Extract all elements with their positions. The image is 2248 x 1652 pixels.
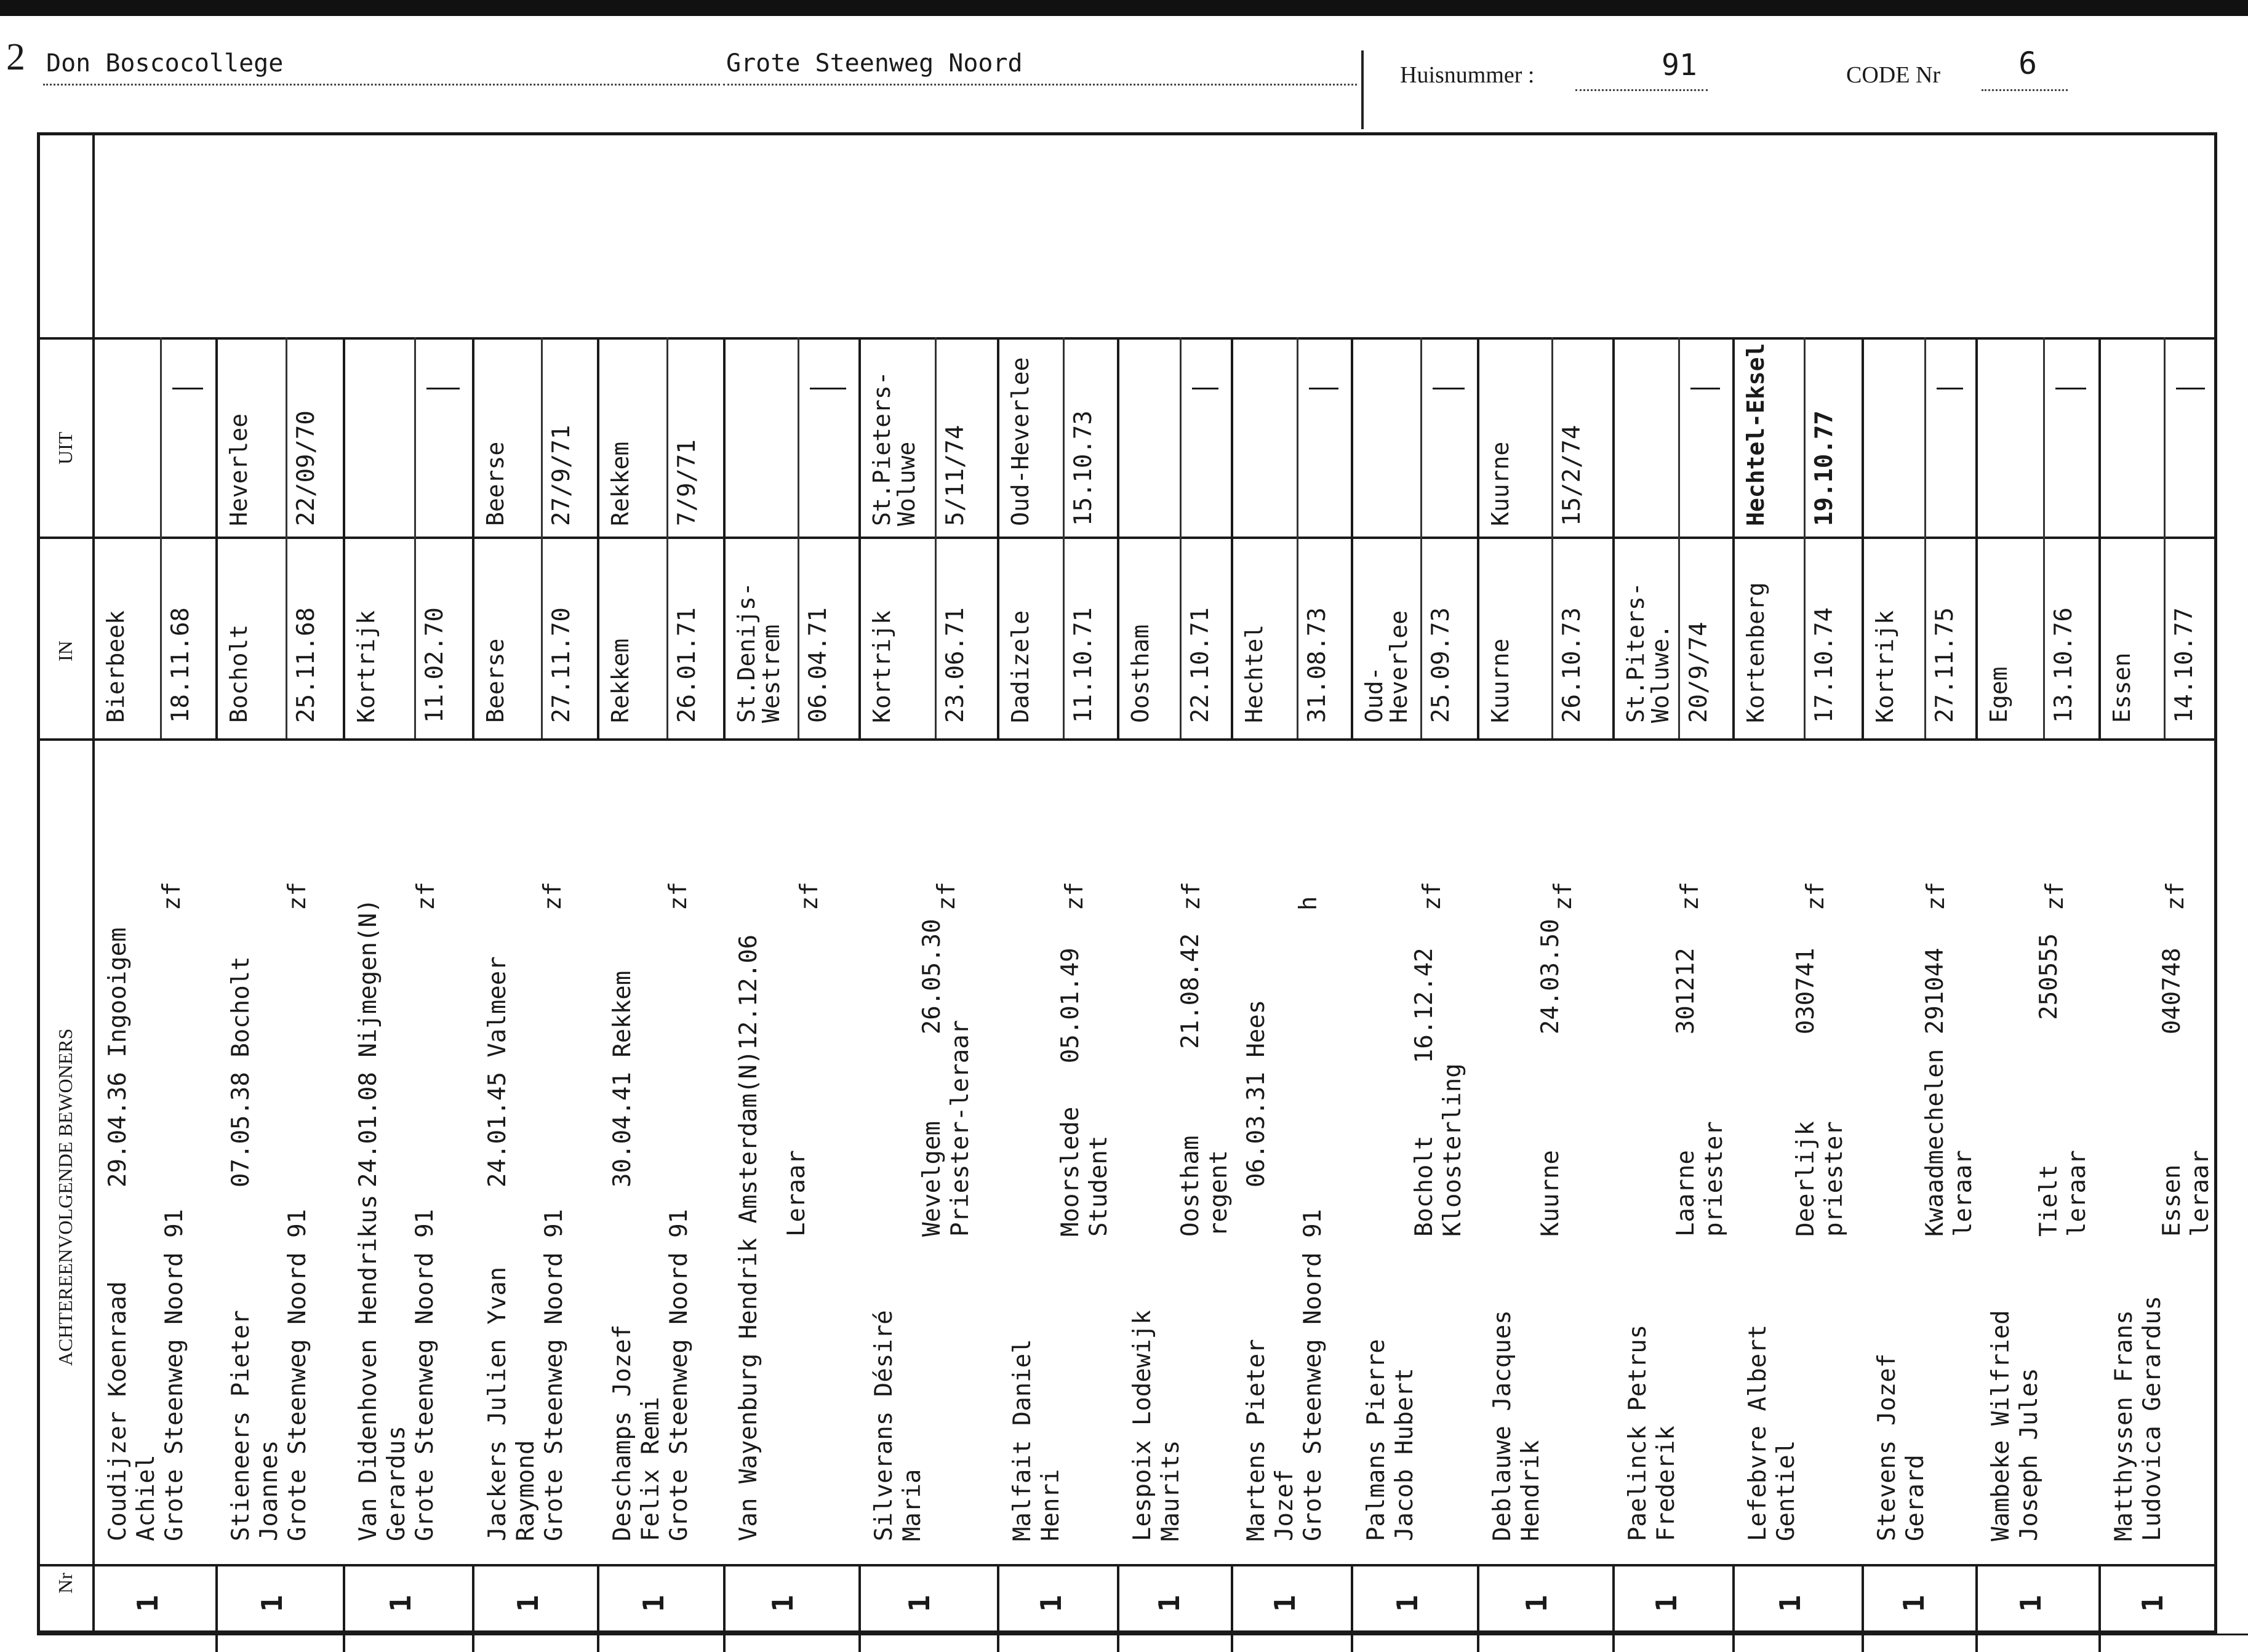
in-place: Egem (1985, 666, 2012, 723)
birth-info-line: 30.04.41 Rekkem (609, 970, 636, 1187)
in-place: Kortenberg (1742, 582, 1769, 723)
code-value: 6 (2018, 46, 2038, 81)
civil-status: h (1295, 896, 1322, 911)
birth-info-line: Essen 040748 (2158, 948, 2186, 1237)
row-number: 1 (131, 1595, 164, 1612)
in-place: Kortrijk (868, 610, 895, 723)
row-number: 1 (766, 1595, 799, 1612)
in-place: Bierbeek (102, 610, 129, 723)
street-underline (723, 84, 1357, 86)
row-separator-bottom-12 (1612, 1564, 1615, 1652)
resident-name-line: Wambeke Wilfried (1987, 1310, 2015, 1541)
huisnummer-underline (1575, 89, 1708, 91)
civil-status: zf (284, 882, 311, 911)
uit-column-label: UIT (54, 431, 76, 465)
row-separator-bottom-15 (1975, 1564, 1978, 1652)
huisnummer-value: 91 (1662, 48, 1697, 82)
civil-status: zf (1802, 882, 1830, 911)
row-separator-bottom-9 (1231, 1564, 1233, 1652)
row-separator-top-15 (1975, 337, 1978, 738)
bottom-rule (37, 1634, 2248, 1635)
row-number: 1 (637, 1595, 670, 1612)
birth-info-line: Bocholt 16.12.42 (1410, 948, 1438, 1237)
in-date: 22.10.71 (1186, 607, 1214, 723)
uit-date: 7/9/71 (673, 439, 701, 526)
uit-place: Heverlee (225, 413, 252, 526)
huisnummer-label: Huisnummer : (1400, 62, 1535, 88)
resident-name-line: Lespoix Lodewijk (1129, 1310, 1156, 1541)
row-number: 1 (2014, 1595, 2047, 1612)
civil-status: zf (1418, 882, 1446, 911)
in-place: Oostham (1127, 624, 1154, 723)
in-date: 18.11.68 (167, 607, 194, 723)
in-place: Bocholt (225, 624, 252, 723)
row-separator-bottom-1 (215, 1564, 218, 1652)
street-name: Grote Steenweg Noord (726, 49, 1023, 78)
birth-info-line: Wevelgem 26.05.30 (918, 919, 946, 1237)
page-number: 2 (6, 36, 25, 78)
row-separator-bottom-13 (1732, 1564, 1735, 1652)
row-separator-bottom-14 (1862, 1564, 1864, 1652)
in-place: Essen (2108, 652, 2135, 723)
row-number: 1 (1268, 1595, 1302, 1612)
date-subdivider-0 (160, 337, 162, 738)
resident-name-line: Stevens Jozef (1873, 1353, 1901, 1541)
in-place: Hechtel (1241, 624, 1268, 723)
resident-name-line: Grote Steenweg Noord 91 (161, 1208, 188, 1541)
row-number: 1 (1520, 1595, 1553, 1612)
uit-date: 5/11/74 (942, 425, 969, 526)
resident-name-line: Hendrik (1517, 1440, 1545, 1541)
resident-name-line: Van Didenhoven Hendrikus (354, 1194, 382, 1541)
birth-info-line: 24.01.08 Nijmegen(N) (354, 898, 382, 1187)
header-divider (1361, 50, 1364, 129)
in-date: 14.10.77 (2170, 607, 2198, 723)
uit-date: 22/09/70 (292, 410, 320, 526)
in-date: 17.10.74 (1810, 607, 1838, 723)
empty-uit-dash (810, 388, 846, 389)
residents-column-label: ACHTEREENVOLGENDE BEWONERS (54, 1028, 76, 1366)
birth-info-line: priester (1820, 1121, 1848, 1237)
row-separator-top-4 (597, 337, 599, 738)
uit-place: St.Pieters- Woluwe (868, 371, 920, 526)
resident-name-line: Gentiel (1772, 1440, 1800, 1541)
row-separator-top-3 (472, 337, 474, 738)
empty-uit-dash (172, 388, 203, 389)
resident-name-line: Henri (1037, 1469, 1065, 1541)
uit-place: Hechtel-Eksel (1742, 343, 1769, 526)
empty-uit-dash (1433, 388, 1465, 389)
in-place: Kortrijk (1871, 610, 1898, 723)
row-separator-bottom-3 (472, 1564, 474, 1652)
institution-underline (43, 84, 720, 86)
in-place: Oud- Heverlee (1361, 610, 1412, 723)
civil-status: zf (1178, 882, 1206, 911)
row-separator-top-5 (723, 337, 726, 738)
date-subdivider-12 (1678, 337, 1680, 738)
band-rule-2 (37, 738, 2217, 741)
birth-info-line: Moorslede 05.01.49 (1057, 948, 1084, 1237)
resident-name-line: Lefebvre Albert (1744, 1324, 1772, 1541)
institution-name: Don Boscocollege (46, 49, 284, 78)
resident-name-line: Jozef (1271, 1469, 1298, 1541)
row-separator-top-11 (1477, 337, 1479, 738)
resident-name-line: Martens Pieter (1242, 1339, 1270, 1541)
resident-name-line: Frederik (1652, 1426, 1680, 1541)
in-date: 27.11.75 (1931, 607, 1959, 723)
uit-place: Kuurne (1487, 441, 1514, 526)
in-date: 20/9/74 (1685, 621, 1713, 723)
in-date: 11.02.70 (421, 607, 449, 723)
row-separator-bottom-5 (723, 1564, 726, 1652)
birth-info-line: leraar (1950, 1150, 1977, 1237)
row-separator-bottom-11 (1477, 1564, 1479, 1652)
birth-info-line: Laarne 301212 (1672, 948, 1700, 1237)
row-separator-top-1 (215, 337, 218, 738)
in-date: 13.10.76 (2050, 607, 2078, 723)
resident-name-line: Grote Steenweg Noord 91 (1299, 1208, 1327, 1541)
in-place: Beerse (482, 638, 509, 723)
row-number: 1 (1153, 1595, 1186, 1612)
date-subdivider-6 (935, 337, 937, 738)
empty-uit-dash (426, 388, 460, 389)
nr-column-label: Nr (54, 1573, 76, 1594)
row-number: 1 (511, 1595, 545, 1612)
code-label: CODE Nr (1846, 62, 1941, 88)
uit-place: Beerse (482, 441, 509, 526)
civil-status: zf (1061, 882, 1089, 911)
civil-status: zf (2162, 882, 2190, 911)
birth-info-line: Leraar (783, 1150, 810, 1237)
resident-name-line: Maurits (1157, 1440, 1185, 1541)
empty-uit-dash (1937, 388, 1963, 389)
date-subdivider-5 (798, 337, 799, 738)
row-separator-bottom-7 (997, 1564, 999, 1652)
resident-name-line: Deschamps Jozef (609, 1324, 636, 1541)
resident-name-line: Grote Steenweg Noord 91 (665, 1208, 693, 1541)
row-separator-top-13 (1732, 337, 1735, 738)
row-separator-top-10 (1351, 337, 1353, 738)
resident-name-line: Palmans Pierre (1362, 1339, 1390, 1541)
in-date: 26.10.73 (1558, 607, 1586, 723)
uit-date: 15/2/74 (1558, 425, 1586, 526)
label-column-border (92, 132, 95, 1634)
row-separator-bottom-4 (597, 1564, 599, 1652)
row-separator-bottom-6 (858, 1564, 861, 1652)
resident-name-line: Coudijzer Koenraad (104, 1281, 132, 1541)
row-separator-top-9 (1231, 337, 1233, 738)
birth-info-line: 06.03.31 Hees (1242, 999, 1270, 1187)
row-separator-top-14 (1862, 337, 1864, 738)
civil-status: zf (796, 882, 823, 911)
resident-name-line: Malfait Daniel (1009, 1339, 1036, 1541)
birth-info-line: Kloosterling (1439, 1063, 1466, 1237)
empty-uit-dash (1690, 388, 1720, 389)
birth-info-line: leraar (2186, 1150, 2214, 1237)
row-separator-top-12 (1612, 337, 1615, 738)
row-separator-bottom-10 (1351, 1564, 1353, 1652)
row-separator-bottom-16 (2098, 1564, 2101, 1652)
in-date: 11.10.71 (1070, 607, 1097, 723)
resident-name-line: Gerard (1902, 1454, 1929, 1541)
in-place: St.Denijs- Westrem (733, 582, 785, 723)
row-separator-bottom-2 (343, 1564, 345, 1652)
date-subdivider-15 (2043, 337, 2045, 738)
date-subdivider-4 (666, 337, 668, 738)
resident-name-line: Jackers Julien Yvan (484, 1266, 511, 1541)
resident-name-line: Deblauwe Jacques (1489, 1310, 1516, 1541)
row-number: 1 (255, 1595, 289, 1612)
civil-status: zf (1550, 882, 1577, 911)
row-number: 1 (1897, 1595, 1930, 1612)
in-date: 06.04.71 (804, 607, 832, 723)
empty-uit-dash (1309, 388, 1338, 389)
date-subdivider-3 (541, 337, 543, 738)
band-rule-3 (37, 1564, 2217, 1566)
date-subdivider-14 (1924, 337, 1926, 738)
civil-status: zf (665, 882, 692, 911)
date-subdivider-10 (1420, 337, 1422, 738)
resident-name-line: Gerardus (383, 1426, 410, 1541)
resident-name-line: Raymond (512, 1440, 540, 1541)
in-date: 26.01.71 (673, 607, 701, 723)
birth-info-line: Deerlijk 030741 (1792, 948, 1820, 1237)
in-date: 25.11.68 (292, 607, 320, 723)
uit-place: Rekkem (607, 441, 634, 526)
empty-uit-dash (2176, 388, 2205, 389)
row-separator-top-7 (997, 337, 999, 738)
in-date: 27.11.70 (548, 607, 575, 723)
birth-info-line: leraar (2063, 1150, 2091, 1237)
date-subdivider-11 (1551, 337, 1553, 738)
civil-status: zf (1676, 882, 1704, 911)
uit-date: 27/9/71 (548, 425, 575, 526)
date-subdivider-8 (1180, 337, 1182, 738)
resident-name-line: Grote Steenweg Noord 91 (411, 1208, 439, 1541)
code-underline (1982, 89, 2068, 91)
row-number: 1 (384, 1595, 417, 1612)
uit-date: 19.10.77 (1810, 410, 1838, 526)
birth-info-line: 07.05.38 Bocholt (227, 956, 255, 1187)
in-place: Kortrijk (353, 610, 380, 723)
in-place: St.Piters- Woluwe. (1622, 582, 1674, 723)
resident-name-line: Grote Steenweg Noord 91 (540, 1208, 568, 1541)
uit-date: 15.10.73 (1070, 410, 1097, 526)
date-subdivider-9 (1297, 337, 1298, 738)
row-separator-top-8 (1117, 337, 1119, 738)
resident-name-line: Silverans Désiré (870, 1310, 898, 1541)
date-subdivider-16 (2164, 337, 2166, 738)
resident-name-line: Jacob Hubert (1391, 1368, 1418, 1541)
resident-name-line: Felix Remi (637, 1397, 665, 1541)
birth-info-line: Student (1085, 1135, 1113, 1237)
date-subdivider-2 (414, 337, 416, 738)
civil-status: zf (412, 882, 440, 911)
resident-name-line: Maria (898, 1469, 926, 1541)
birth-info-line: 29.04.36 Ingooigem (104, 927, 132, 1187)
band-rule-0 (37, 337, 2217, 340)
row-number: 1 (1034, 1595, 1068, 1612)
civil-status: zf (933, 882, 961, 911)
resident-name-line: Ludovica Gerardus (2138, 1295, 2166, 1541)
birth-info-line: Tielt 250555 (2035, 933, 2063, 1237)
row-separator-top-16 (2098, 337, 2101, 738)
empty-uit-dash (1192, 388, 1218, 389)
civil-status: zf (539, 882, 567, 911)
uit-place: Oud-Heverlee (1007, 357, 1034, 526)
row-separator-top-6 (858, 337, 861, 738)
resident-name-line: Joannes (255, 1440, 283, 1541)
in-place: Dadizele (1007, 610, 1034, 723)
birth-info-line: Kuurne 24.03.50 (1537, 919, 1564, 1237)
in-date: 23.06.71 (942, 607, 969, 723)
civil-status: zf (158, 882, 186, 911)
row-separator-top-2 (343, 337, 345, 738)
civil-status: zf (2041, 882, 2069, 911)
row-number: 1 (1774, 1595, 1807, 1612)
birth-info-line: regent (1205, 1150, 1233, 1237)
row-number: 1 (903, 1595, 936, 1612)
birth-info-line: Oostham 21.08.42 (1177, 933, 1204, 1237)
resident-name-line: Van Wayenburg Hendrik Amsterdam(N)12.12.06 (735, 934, 762, 1541)
row-number: 1 (2136, 1595, 2169, 1612)
empty-uit-dash (2055, 388, 2086, 389)
resident-name-line: Stieneers Pieter (227, 1310, 255, 1541)
in-date: 25.09.73 (1427, 607, 1455, 723)
in-place: Rekkem (607, 638, 634, 723)
resident-name-line: Matthyssen Frans (2110, 1310, 2138, 1541)
in-column-label: IN (54, 640, 76, 661)
band-rule-1 (37, 537, 2217, 539)
resident-name-line: Joseph Jules (2015, 1368, 2043, 1541)
row-number: 1 (1391, 1595, 1424, 1612)
date-subdivider-13 (1804, 337, 1806, 738)
birth-info-line: Kwaadmechelen 291044 (1921, 948, 1949, 1237)
date-subdivider-1 (286, 337, 287, 738)
in-place: Kuurne (1487, 638, 1514, 723)
resident-name-line: Paelinck Petrus (1624, 1324, 1652, 1541)
birth-info-line: priester (1700, 1121, 1728, 1237)
birth-info-line: 24.01.45 Valmeer (484, 956, 511, 1187)
birth-info-line: Priester-leraar (946, 1020, 974, 1237)
resident-name-line: Grote Steenweg Noord 91 (284, 1208, 311, 1541)
civil-status: zf (1922, 882, 1950, 911)
row-separator-bottom-8 (1117, 1564, 1119, 1652)
row-number: 1 (1650, 1595, 1683, 1612)
scan-top-edge (0, 0, 2248, 16)
in-date: 31.08.73 (1303, 607, 1331, 723)
resident-name-line: Achiel (132, 1454, 160, 1541)
date-subdivider-7 (1063, 337, 1065, 738)
